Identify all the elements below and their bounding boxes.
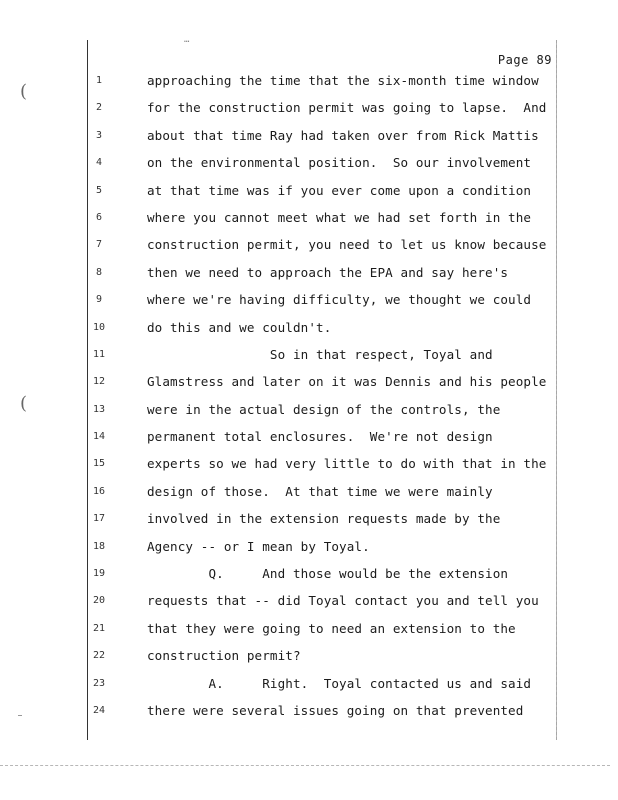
line-number: 21: [92, 622, 106, 634]
line-text: A. Right. Toyal contacted us and said: [147, 675, 532, 691]
line-number: 4: [95, 157, 103, 169]
line-text: So in that respect, Toyal and: [147, 346, 493, 362]
line-number: 12: [92, 376, 106, 388]
line-number: 11: [92, 348, 106, 360]
transcript-line: [0, 482, 618, 509]
transcript-line: [0, 564, 618, 591]
transcript-line: [0, 98, 618, 125]
transcript-line: [0, 372, 618, 399]
transcript-line: [0, 318, 618, 345]
line-text: construction permit, you need to let us know because: [147, 237, 547, 253]
line-text: at that time was if you ever come upon a condition: [147, 182, 532, 198]
transcript-line: [0, 400, 618, 427]
transcript-line: [0, 674, 618, 701]
transcript-line: [0, 427, 618, 454]
line-text: involved in the extension requests made by the: [147, 511, 501, 527]
line-text: construction permit?: [147, 648, 301, 664]
line-text: there were several issues going on that prevented: [147, 702, 524, 718]
line-number: 3: [95, 129, 103, 141]
line-number: 1: [95, 75, 103, 86]
transcript-line: [0, 71, 618, 98]
line-text: Glamstress and later on it was Dennis and his people: [147, 374, 547, 390]
line-text: where we're having difficulty, we thought we could: [147, 292, 532, 308]
line-number: 9: [95, 294, 103, 306]
line-number: 14: [92, 431, 106, 443]
line-number: 19: [92, 568, 106, 580]
transcript-line: [0, 591, 618, 618]
transcript-line: [0, 646, 618, 673]
transcript-line: [0, 345, 618, 372]
line-text: experts so we had very little to do with that in the: [147, 456, 547, 472]
margin-bracket-icon: (: [20, 81, 28, 102]
line-text: that they were going to need an extension to the: [147, 620, 516, 636]
line-number: 7: [95, 239, 103, 251]
line-text: for the construction permit was going to lapse. And: [147, 100, 547, 116]
line-text: approaching the time that the six-month time window: [147, 73, 539, 88]
line-text: design of those. At that time we were mainly: [147, 483, 493, 499]
transcript-line: [0, 454, 618, 481]
line-text: requests that -- did Toyal contact you and tell you: [147, 593, 539, 609]
transcript-lines: [0, 71, 618, 728]
line-number: 16: [92, 485, 106, 497]
line-text: permanent total enclosures. We're not design: [147, 429, 493, 445]
line-number: 13: [92, 403, 106, 415]
line-text: where you cannot meet what we had set forth in the: [147, 209, 532, 225]
transcript-line: [0, 208, 618, 235]
transcript-line: [0, 263, 618, 290]
transcript-line: [0, 701, 618, 728]
line-text: about that time Ray had taken over from Rick Mattis: [147, 127, 539, 143]
transcript-line: [0, 537, 618, 564]
line-text: Agency -- or I mean by Toyal.: [147, 538, 370, 554]
bottom-scan-rule: [0, 765, 610, 766]
transcript-line: [0, 235, 618, 262]
margin-bracket-icon: (: [20, 393, 28, 414]
page-number: Page 89: [497, 53, 552, 67]
line-number: 10: [92, 321, 106, 333]
transcript-line: [0, 126, 618, 153]
line-number: 2: [95, 102, 103, 114]
line-text: do this and we couldn't.: [147, 319, 332, 335]
line-number: 15: [92, 458, 106, 470]
line-number: 22: [92, 650, 106, 662]
line-number: 6: [95, 211, 103, 223]
transcript-line: [0, 290, 618, 317]
line-text: Q. And those would be the extension: [147, 566, 509, 582]
line-number: 20: [92, 595, 106, 607]
line-text: were in the actual design of the controls, the: [147, 401, 501, 417]
top-scan-mark: …: [184, 35, 191, 45]
transcript-line: [0, 153, 618, 180]
line-number: 17: [92, 513, 106, 525]
transcript-line: [0, 619, 618, 646]
line-number: 18: [92, 540, 106, 552]
transcript-line: [0, 509, 618, 536]
line-number: 24: [92, 704, 106, 716]
line-text: on the environmental position. So our involvement: [147, 155, 532, 171]
line-number: 23: [92, 677, 106, 689]
line-number: 8: [95, 266, 103, 278]
transcript-line: [0, 181, 618, 208]
line-text: then we need to approach the EPA and say here's: [147, 264, 509, 280]
line-number: 5: [95, 184, 103, 196]
